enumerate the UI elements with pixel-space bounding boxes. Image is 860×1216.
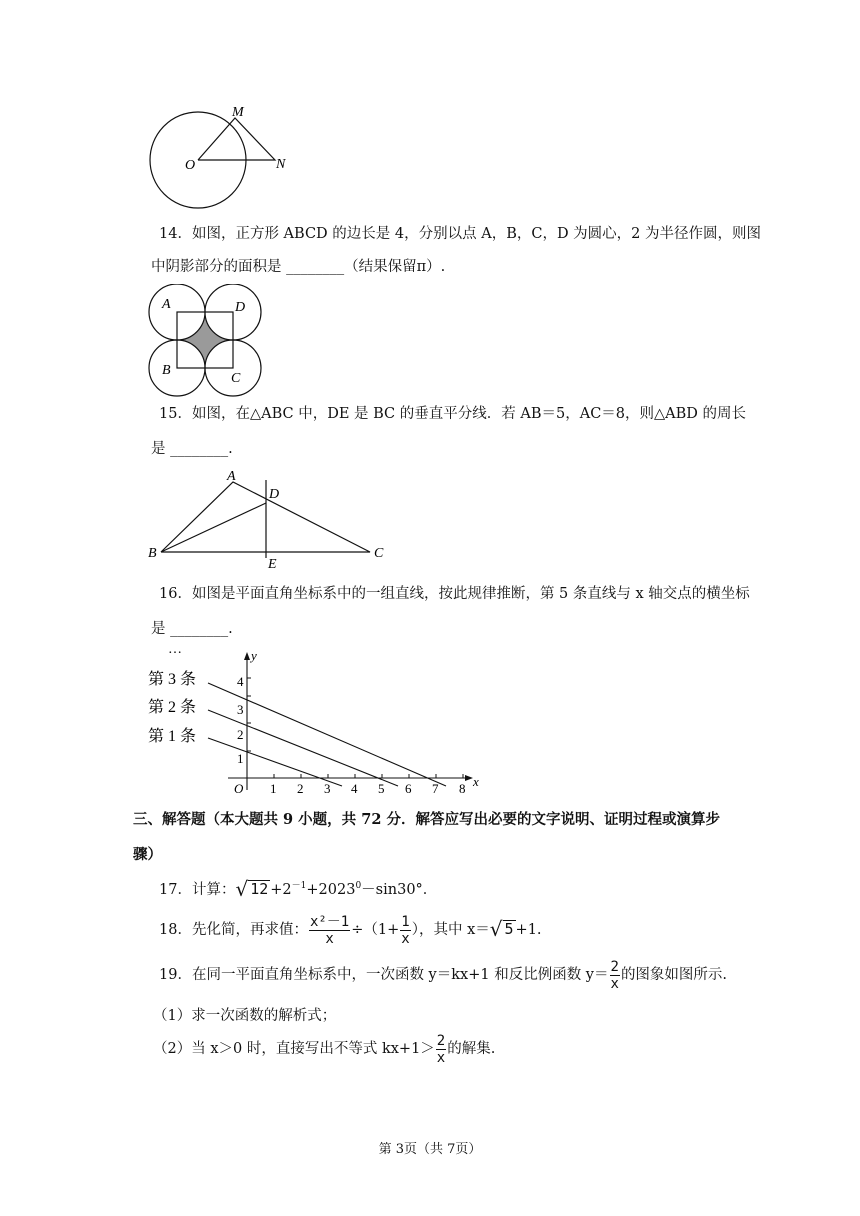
q19-fraction: [610, 959, 620, 992]
x-tick-2: 2: [297, 781, 304, 796]
q18-radicand: 5: [504, 920, 514, 938]
q17-rest-c: －sin30°．: [361, 881, 438, 898]
y-tick-3: 3: [237, 702, 244, 717]
q14-line-2: 中阴影部分的面积是 ________（结果保留π）.: [151, 259, 446, 275]
line-3: [208, 683, 446, 786]
section-3-heading-1: 三、解答题（本大题共 9 小题，共 72 分．解答应写出必要的文字说明、证明过程或演算步: [133, 811, 720, 828]
x-axis-label: x: [473, 774, 479, 789]
label-a: A: [227, 469, 236, 484]
q18: [159, 910, 542, 949]
q17-radicand: 12: [250, 879, 269, 898]
q18-close: ），其中 x＝: [411, 922, 490, 938]
section-3-heading-2: 骤）: [133, 846, 162, 863]
q17-exp-1: －1: [291, 881, 307, 891]
q18-frac-den: x: [325, 930, 334, 947]
line-label-1: 第 1 条: [148, 728, 197, 745]
label-b: B: [162, 363, 171, 378]
y-axis-label: y: [251, 648, 257, 663]
label-b: B: [148, 546, 157, 561]
q17-exp-2: 0: [355, 881, 362, 891]
q19-prefix: 19．在同一平面直角坐标系中，一次函数 y＝kx+1 和反比例函数 y＝: [159, 967, 609, 983]
q18-frac2-num: 1: [401, 913, 410, 930]
x-tick-8: 8: [459, 781, 466, 796]
page-footer: 第 3页（共 7页）: [378, 1142, 482, 1157]
q15-line-2: 是 ________.: [151, 441, 233, 457]
shaded-region: [177, 312, 233, 368]
y-tick-1: 1: [237, 751, 244, 766]
q18-frac2-den: x: [401, 930, 410, 947]
q19-sub2-frac-den: x: [436, 1049, 446, 1066]
q19-sub-1: （1）求一次函数的解析式；: [153, 1008, 337, 1024]
sqrt-symbol: √: [489, 917, 503, 941]
figure-square-circles: [145, 284, 270, 402]
y-tick-4: 4: [237, 674, 244, 689]
q19-frac-den: x: [610, 975, 619, 992]
label-m: M: [232, 105, 244, 120]
figure-line-family: [140, 638, 480, 798]
segment-bd: [161, 503, 266, 552]
q17-prefix: 17．计算：: [159, 881, 236, 898]
y-tick-2: 2: [237, 727, 244, 742]
q19-suffix: 的图象如图所示.: [620, 967, 728, 983]
q19: [159, 958, 727, 992]
q19-sub2-fraction: [436, 1033, 446, 1066]
figure-circle-tangent: [140, 100, 300, 210]
x-tick-7: 7: [432, 781, 439, 796]
q18-fraction: [309, 914, 350, 947]
q19-sub2-frac-num: 2: [436, 1032, 446, 1049]
line-label-3: 第 3 条: [148, 671, 197, 688]
q18-prefix: 18．先化简，再求值：: [159, 922, 308, 938]
y-ticks: [247, 678, 251, 751]
q19-sub-2: [153, 1030, 495, 1068]
x-tick-1: 1: [270, 781, 277, 796]
q16-line-2: 是 ________.: [151, 621, 233, 637]
q16-line-1: 16．如图是平面直角坐标系中的一组直线，按此规律推断，第 5 条直线与 x 轴交点的横坐标: [159, 586, 750, 602]
q17-rest-b: +2023: [306, 881, 356, 898]
line-label-2: 第 2 条: [148, 699, 197, 716]
q18-fraction-2: [400, 914, 410, 947]
x-tick-3: 3: [324, 781, 331, 796]
q15-line-1: 15．如图，在△ABC 中，DE 是 BC 的垂直平分线．若 AB＝5，AC＝8，则△ABD 的周长: [159, 406, 747, 422]
ellipsis: …: [168, 642, 182, 657]
q14-line-1: 14．如图，正方形 ABCD 的边长是 4，分别以点 A，B，C，D 为圆心，2 为半径作圆，则图: [159, 226, 762, 242]
triangle-omn: [198, 118, 275, 160]
x-tick-4: 4: [351, 781, 358, 796]
sqrt-symbol: √: [235, 876, 249, 901]
x-axis-arrow: [465, 775, 473, 781]
q19-frac-num: 2: [610, 958, 619, 975]
line-1: [208, 738, 342, 786]
label-c: C: [374, 546, 384, 561]
q18-tail: +1.: [515, 922, 542, 938]
figure-triangle-abc: [140, 466, 400, 574]
x-tick-6: 6: [405, 781, 412, 796]
q17: [159, 876, 437, 900]
q17-rest-a: +2: [270, 881, 292, 898]
q19-sub2-suffix: 的解集.: [447, 1041, 496, 1057]
label-n: N: [276, 157, 286, 172]
label-o: O: [185, 158, 196, 173]
q19-sub2-prefix: （2）当 x＞0 时，直接写出不等式 kx+1＞: [153, 1041, 435, 1057]
label-e: E: [268, 557, 277, 572]
q18-div: ÷（1+: [351, 922, 400, 938]
origin-label: O: [234, 781, 244, 796]
q18-frac-num: x²－1: [309, 913, 350, 930]
y-axis-arrow: [244, 652, 250, 660]
label-d: D: [269, 487, 280, 502]
label-a: A: [162, 297, 171, 312]
x-tick-5: 5: [378, 781, 385, 796]
label-c: C: [231, 371, 241, 386]
label-d: D: [235, 300, 246, 315]
